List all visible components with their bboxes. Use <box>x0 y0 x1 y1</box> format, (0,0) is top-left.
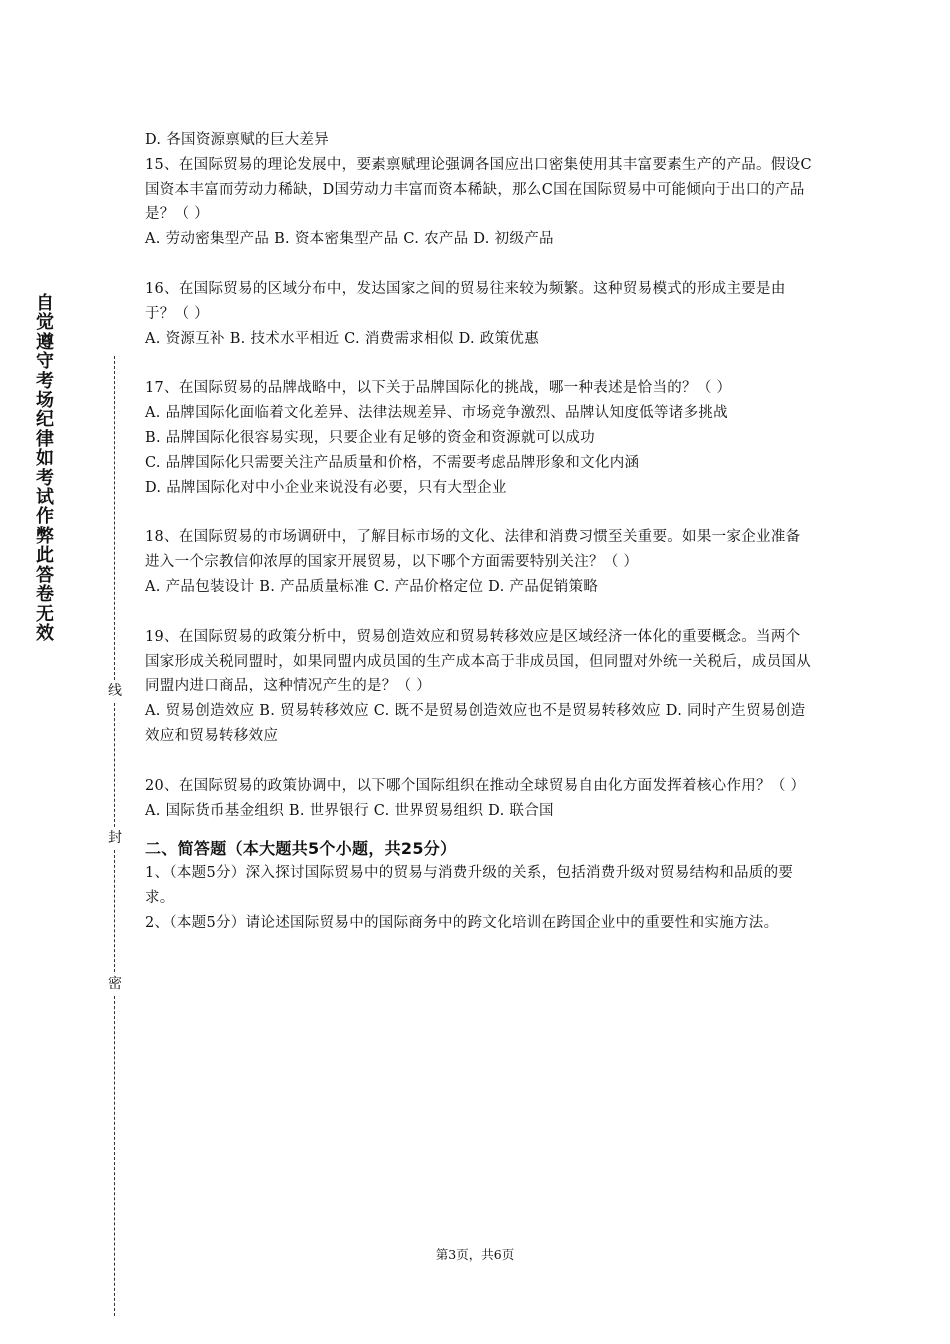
question-16 <box>145 277 815 351</box>
question-18 <box>145 525 815 599</box>
question-stem: 19、在国际贸易的政策分析中，贸易创造效应和贸易转移效应是区域经济一体化的重要概念。当两个国家形成关税同盟时，如果同盟内成员国的生产成本高于非成员国，但同盟对外统一关税后，成员国从同盟内进口商品，这种情况产生的是？（ ） <box>145 628 811 695</box>
question-options: A. 资源互补 B. 技术水平相近 C. 消费需求相似 D. 政策优惠 <box>145 330 540 347</box>
question-stem: 18、在国际贸易的市场调研中，了解目标市场的文化、法律和消费习惯至关重要。如果一家企业准备进入一个宗教信仰浓厚的国家开展贸易，以下哪个方面需要特别关注？（ ） <box>145 529 801 571</box>
exam-discipline-notice: 自觉遵守考场纪律如考试作弊此答卷无效 <box>36 293 54 644</box>
seal-mark-mi: 密 <box>108 976 122 992</box>
section-title: 二、简答题（本大题共5个小题，共25分） <box>145 839 457 859</box>
page-number: 第3页，共6页 <box>435 1247 515 1262</box>
question-stem: 15、在国际贸易的理论发展中，要素禀赋理论强调各国应出口密集使用其丰富要素生产的产品。假设C国资本丰富而劳动力稀缺，D国劳动力丰富而资本稀缺，那么C国在国际贸易中可能倾向于出口的产品是？（ ） <box>145 156 812 223</box>
binding-line <box>114 356 115 680</box>
option-a: A. 品牌国际化面临着文化差异、法律法规差异、市场竞争激烈、品牌认知度低等诸多挑战 <box>145 405 728 422</box>
question-stem: 16、在国际贸易的区域分布中，发达国家之间的贸易往来较为频繁。这种贸易模式的形成主要是由于？（ ） <box>145 280 786 322</box>
option-b: B. 品牌国际化很容易实现，只要企业有足够的资金和资源就可以成功 <box>145 429 595 446</box>
previous-question-option: D. 各国资源禀赋的巨大差异 <box>145 132 330 148</box>
question-15 <box>145 153 815 252</box>
seal-mark-xian: 线 <box>108 683 122 699</box>
question-19 <box>145 625 815 749</box>
binding-line <box>114 850 115 972</box>
exam-content <box>145 128 815 936</box>
question-options: A. 国际货币基金组织 B. 世界银行 C. 世界贸易组织 D. 联合国 <box>145 802 554 819</box>
question-stem: 20、在国际贸易的政策协调中，以下哪个国际组织在推动全球贸易自由化方面发挥着核心作用？（ ） <box>145 777 806 794</box>
seal-mark-feng: 封 <box>108 830 122 846</box>
question-17 <box>145 376 815 500</box>
short-answer-2: 2、（本题5分）请论述国际贸易中的国际商务中的跨文化培训在跨国企业中的重要性和实施方法。 <box>145 914 779 931</box>
binding-line <box>114 703 115 827</box>
question-options: A. 产品包装设计 B. 产品质量标准 C. 产品价格定位 D. 产品促销策略 <box>145 578 599 595</box>
binding-line <box>114 996 115 1316</box>
short-answer-1: 1、（本题5分）深入探讨国际贸易中的贸易与消费升级的关系，包括消费升级对贸易结构和品质的要求。 <box>145 865 794 907</box>
option-d: D. 品牌国际化对中小企业来说没有必要，只有大型企业 <box>145 479 507 496</box>
question-20 <box>145 774 815 824</box>
option-c: C. 品牌国际化只需要关注产品质量和价格，不需要考虑品牌形象和文化内涵 <box>145 454 640 471</box>
question-stem: 17、在国际贸易的品牌战略中，以下关于品牌国际化的挑战，哪一种表述是恰当的？（ ） <box>145 380 732 397</box>
question-options: A. 劳动密集型产品 B. 资本密集型产品 C. 农产品 D. 初级产品 <box>145 231 554 248</box>
question-options: A. 贸易创造效应 B. 贸易转移效应 C. 既不是贸易创造效应也不是贸易转移效应 D. 同时产生贸易创造效应和贸易转移效应 <box>145 703 806 744</box>
